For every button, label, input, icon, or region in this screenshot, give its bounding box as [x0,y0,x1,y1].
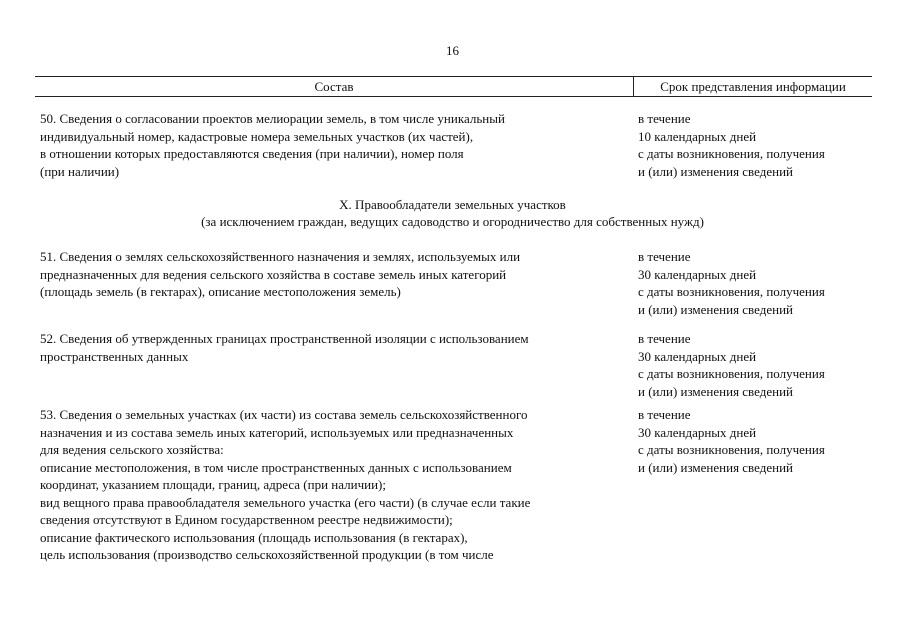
text-line: цель использования (производство сельскохозяйственной продукции (в том числе [40,547,494,562]
text-line: координат, указанием площади, границ, адреса (при наличии); [40,477,386,492]
item-composition [40,248,630,301]
text-line: 53. Сведения о земельных участках (их части) из состава земель сельскохозяйственного [40,407,528,422]
text-line: 50. Сведения о согласовании проектов мелиорации земель, в том числе уникальный [40,111,505,126]
text-line: с даты возникновения, получения [638,284,825,299]
item-deadline [638,330,878,400]
text-line: (при наличии) [40,163,120,179]
text-line: назначения и из состава земель иных категорий, используемых или предназначенных [40,424,514,440]
item-deadline [638,110,878,180]
text-line: 30 календарных дней [638,348,757,364]
text-line: описание местоположения, в том числе пространственных данных с использованием [40,459,512,475]
text-line: вид вещного права правообладателя земельного участка (его части) (в случае если такие [40,494,531,510]
text-line: 52. Сведения об утвержденных границах пространственной изоляции с использованием [40,331,529,346]
text-line: 10 календарных дней [638,128,757,144]
column-header-composition: Состав [314,79,354,94]
page-number: 16 [446,43,459,58]
item-deadline [638,406,878,476]
item-composition [40,406,630,564]
text-line: 30 календарных дней [638,266,757,282]
text-line: индивидуальный номер, кадастровые номера земельных участков (их частей), [40,128,474,144]
column-header-deadline: Срок представления информации [660,79,846,94]
text-line: и (или) изменения сведений [638,383,793,399]
text-line: пространственных данных [40,348,189,364]
text-line: с даты возникновения, получения [638,442,825,457]
text-line: и (или) изменения сведений [638,459,793,475]
text-line: описание фактического использования (площадь использования (в гектарах), [40,529,468,545]
section-title: X. Правообладатели земельных участков [339,197,566,212]
text-line: сведения отсутствуют в Едином государственном реестре недвижимости); [40,512,453,527]
item-deadline [638,248,878,318]
text-line: в течение [638,111,691,126]
text-line: 51. Сведения о землях сельскохозяйственного назначения и землях, используемых или [40,249,521,264]
text-line: с даты возникновения, получения [638,366,825,381]
item-composition [40,330,630,365]
text-line: для ведения сельского хозяйства: [40,442,224,457]
text-line: (площадь земель (в гектарах), описание местоположения земель) [40,284,401,299]
item-composition [40,110,630,180]
text-line: и (или) изменения сведений [638,163,793,179]
text-line: в отношении которых предоставляются сведения (при наличии), номер поля [40,146,464,161]
section-subtitle: (за исключением граждан, ведущих садоводство и огородничество для собственных нужд) [201,214,704,229]
table-header [35,76,872,97]
text-line: в течение [638,249,691,264]
text-line: 30 календарных дней [638,424,757,440]
text-line: с даты возникновения, получения [638,146,825,161]
text-line: в течение [638,331,691,346]
text-line: и (или) изменения сведений [638,301,793,317]
text-line: в течение [638,407,691,422]
text-line: предназначенных для ведения сельского хозяйства в составе земель иных категорий [40,266,507,282]
